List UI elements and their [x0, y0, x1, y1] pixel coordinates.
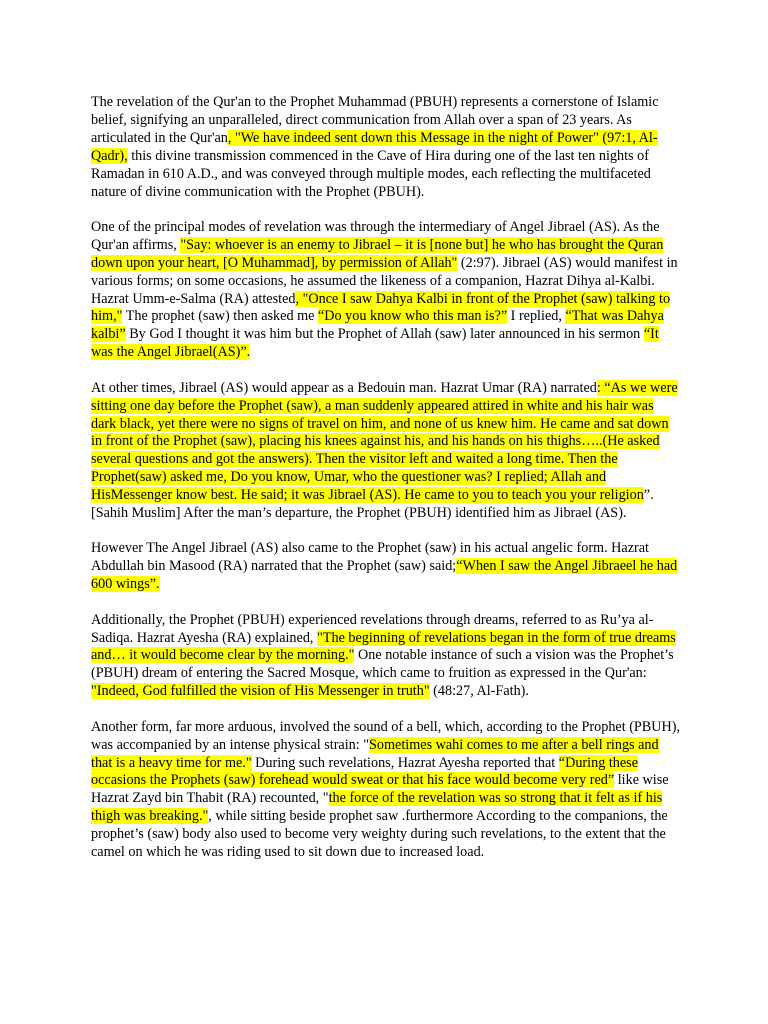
text-segment: (2:97). Jibrael (AS) would manifest in various forms; on some occasions, he assumed the likeness of a companion, Hazrat Dihya al-Kalbi. Hazrat Umm-e-Salma (RA) attested [91, 254, 678, 307]
paragraph-angelic-form [91, 540, 682, 594]
paragraph-bell-sound [91, 719, 682, 862]
text-segment: The revelation of the Qur'an to the Prophet Muhammad (PBUH) represents a cornerstone of Islamic belief, signifying an unparalleled, direct communication from Allah over a span of 23 years. As articulated in the Qur'an [91, 94, 659, 146]
highlighted-quote: the force of the revelation was so strong that it felt as if his thigh was breaking." [91, 790, 663, 825]
highlighted-quote: “It was the Angel Jibrael(AS)”. [91, 326, 659, 361]
text-segment: The prophet (saw) then asked me [122, 308, 318, 325]
text-segment: However The Angel Jibrael (AS) also came to the Prophet (saw) in his actual angelic form. Hazrat Abdullah bin Masood (RA) narrated that the Prophet (saw) said; [91, 540, 649, 575]
paragraph-dreams [91, 612, 682, 702]
highlighted-quote: Sometimes wahi comes to me after a bell rings and that is a heavy time for me." [91, 736, 659, 771]
text-segment: Another form, far more arduous, involved the sound of a bell, which, according to the Prophet (PBUH), was accompanied by an intense physical strain: " [91, 718, 681, 753]
text-segment: this divine transmission commenced in the Cave of Hira during one of the last ten nights of Ramadan in 610 A.D., and was conveyed through multiple modes, each reflecting the multifaceted nature of divine communication with the Prophet (PBUH). [91, 147, 651, 200]
paragraph-bedouin-man [91, 380, 682, 523]
text-segment: like wise Hazrat Zayd bin Thabit (RA) recounted, " [91, 772, 669, 807]
highlighted-quote: "The beginning of revelations began in the form of true dreams and… it would become clear by the morning." [91, 629, 676, 664]
text-segment: At other times, Jibrael (AS) would appear as a Bedouin man. Hazrat Umar (RA) narrated [91, 379, 597, 396]
highlighted-quote: , "Once I saw Dahya Kalbi in front of the Prophet (saw) talking to him," [91, 290, 671, 325]
highlighted-quote: “During these occasions the Prophets (saw) forehead would sweat or that his face would become very red” [91, 754, 638, 789]
highlighted-quote: , "We have indeed sent down this Message in the night of Power" (97:1, Al-Qadr), [91, 129, 658, 164]
text-segment: By God I thought it was him but the Prophet of Allah (saw) later announced in his sermon [125, 326, 644, 343]
highlighted-quote: “That was Dahya kalbi” [91, 308, 664, 343]
highlighted-quote: “When I saw the Angel Jibraeel he had 600 wings”. [91, 558, 678, 593]
highlighted-quote: "Indeed, God fulfilled the vision of His Messenger in truth" [91, 683, 430, 700]
highlighted-quote: "Say: whoever is an enemy to Jibrael – it is [none but] he who has brought the Quran down upon your heart, [O Muhammad], by permission of Allah" [91, 236, 664, 271]
text-segment: (48:27, Al-Fath). [429, 683, 529, 700]
highlighted-quote: : “As we were sitting one day before the Prophet (saw), a man suddenly appeared attired in white and his hair was dark black, yet there were no signs of travel on him, and none of us knew him. He came and sat down in front of the Prophet (saw), placing his knees against his, and his hands on his thighs…..(He asked several questions and got the answers). Then the visitor left and waited a long time. Then the Prophet(saw) asked me, Do you know, Umar, who the questioner was? I replied; Allah and HisMessenger know best. He said; it was Jibrael (AS). He came to you to teach you your religion [91, 379, 678, 504]
text-segment: Additionally, the Prophet (PBUH) experienced revelations through dreams, referred to as Ru’ya al-Sadiqa. Hazrat Ayesha (RA) explained, [91, 611, 654, 646]
paragraph-revelation-intro [91, 94, 682, 201]
text-segment: One of the principal modes of revelation was through the intermediary of Angel Jibrael (AS). As the Qur'an affirms, [91, 218, 660, 253]
text-segment: One notable instance of such a vision was the Prophet’s (PBUH) dream of entering the Sacred Mosque, which came to fruition as expressed in the Qur'an: [91, 647, 674, 682]
text-segment: During such revelations, Hazrat Ayesha reported that [251, 754, 559, 771]
text-segment: ”.[Sahih Muslim] After the man’s departure, the Prophet (PBUH) identified him as Jibrael (AS). [91, 487, 654, 522]
highlighted-quote: “Do you know who this man is?” [317, 308, 508, 325]
text-segment: , while sitting beside prophet saw .furthermore According to the companions, the prophet’s (saw) body also used to become very weighty during such revelations, to the extent that the camel on which he was riding used to sit down due to increased load. [91, 808, 668, 861]
text-segment: I replied, [507, 308, 566, 325]
paragraph-angel-jibrael [91, 219, 682, 362]
